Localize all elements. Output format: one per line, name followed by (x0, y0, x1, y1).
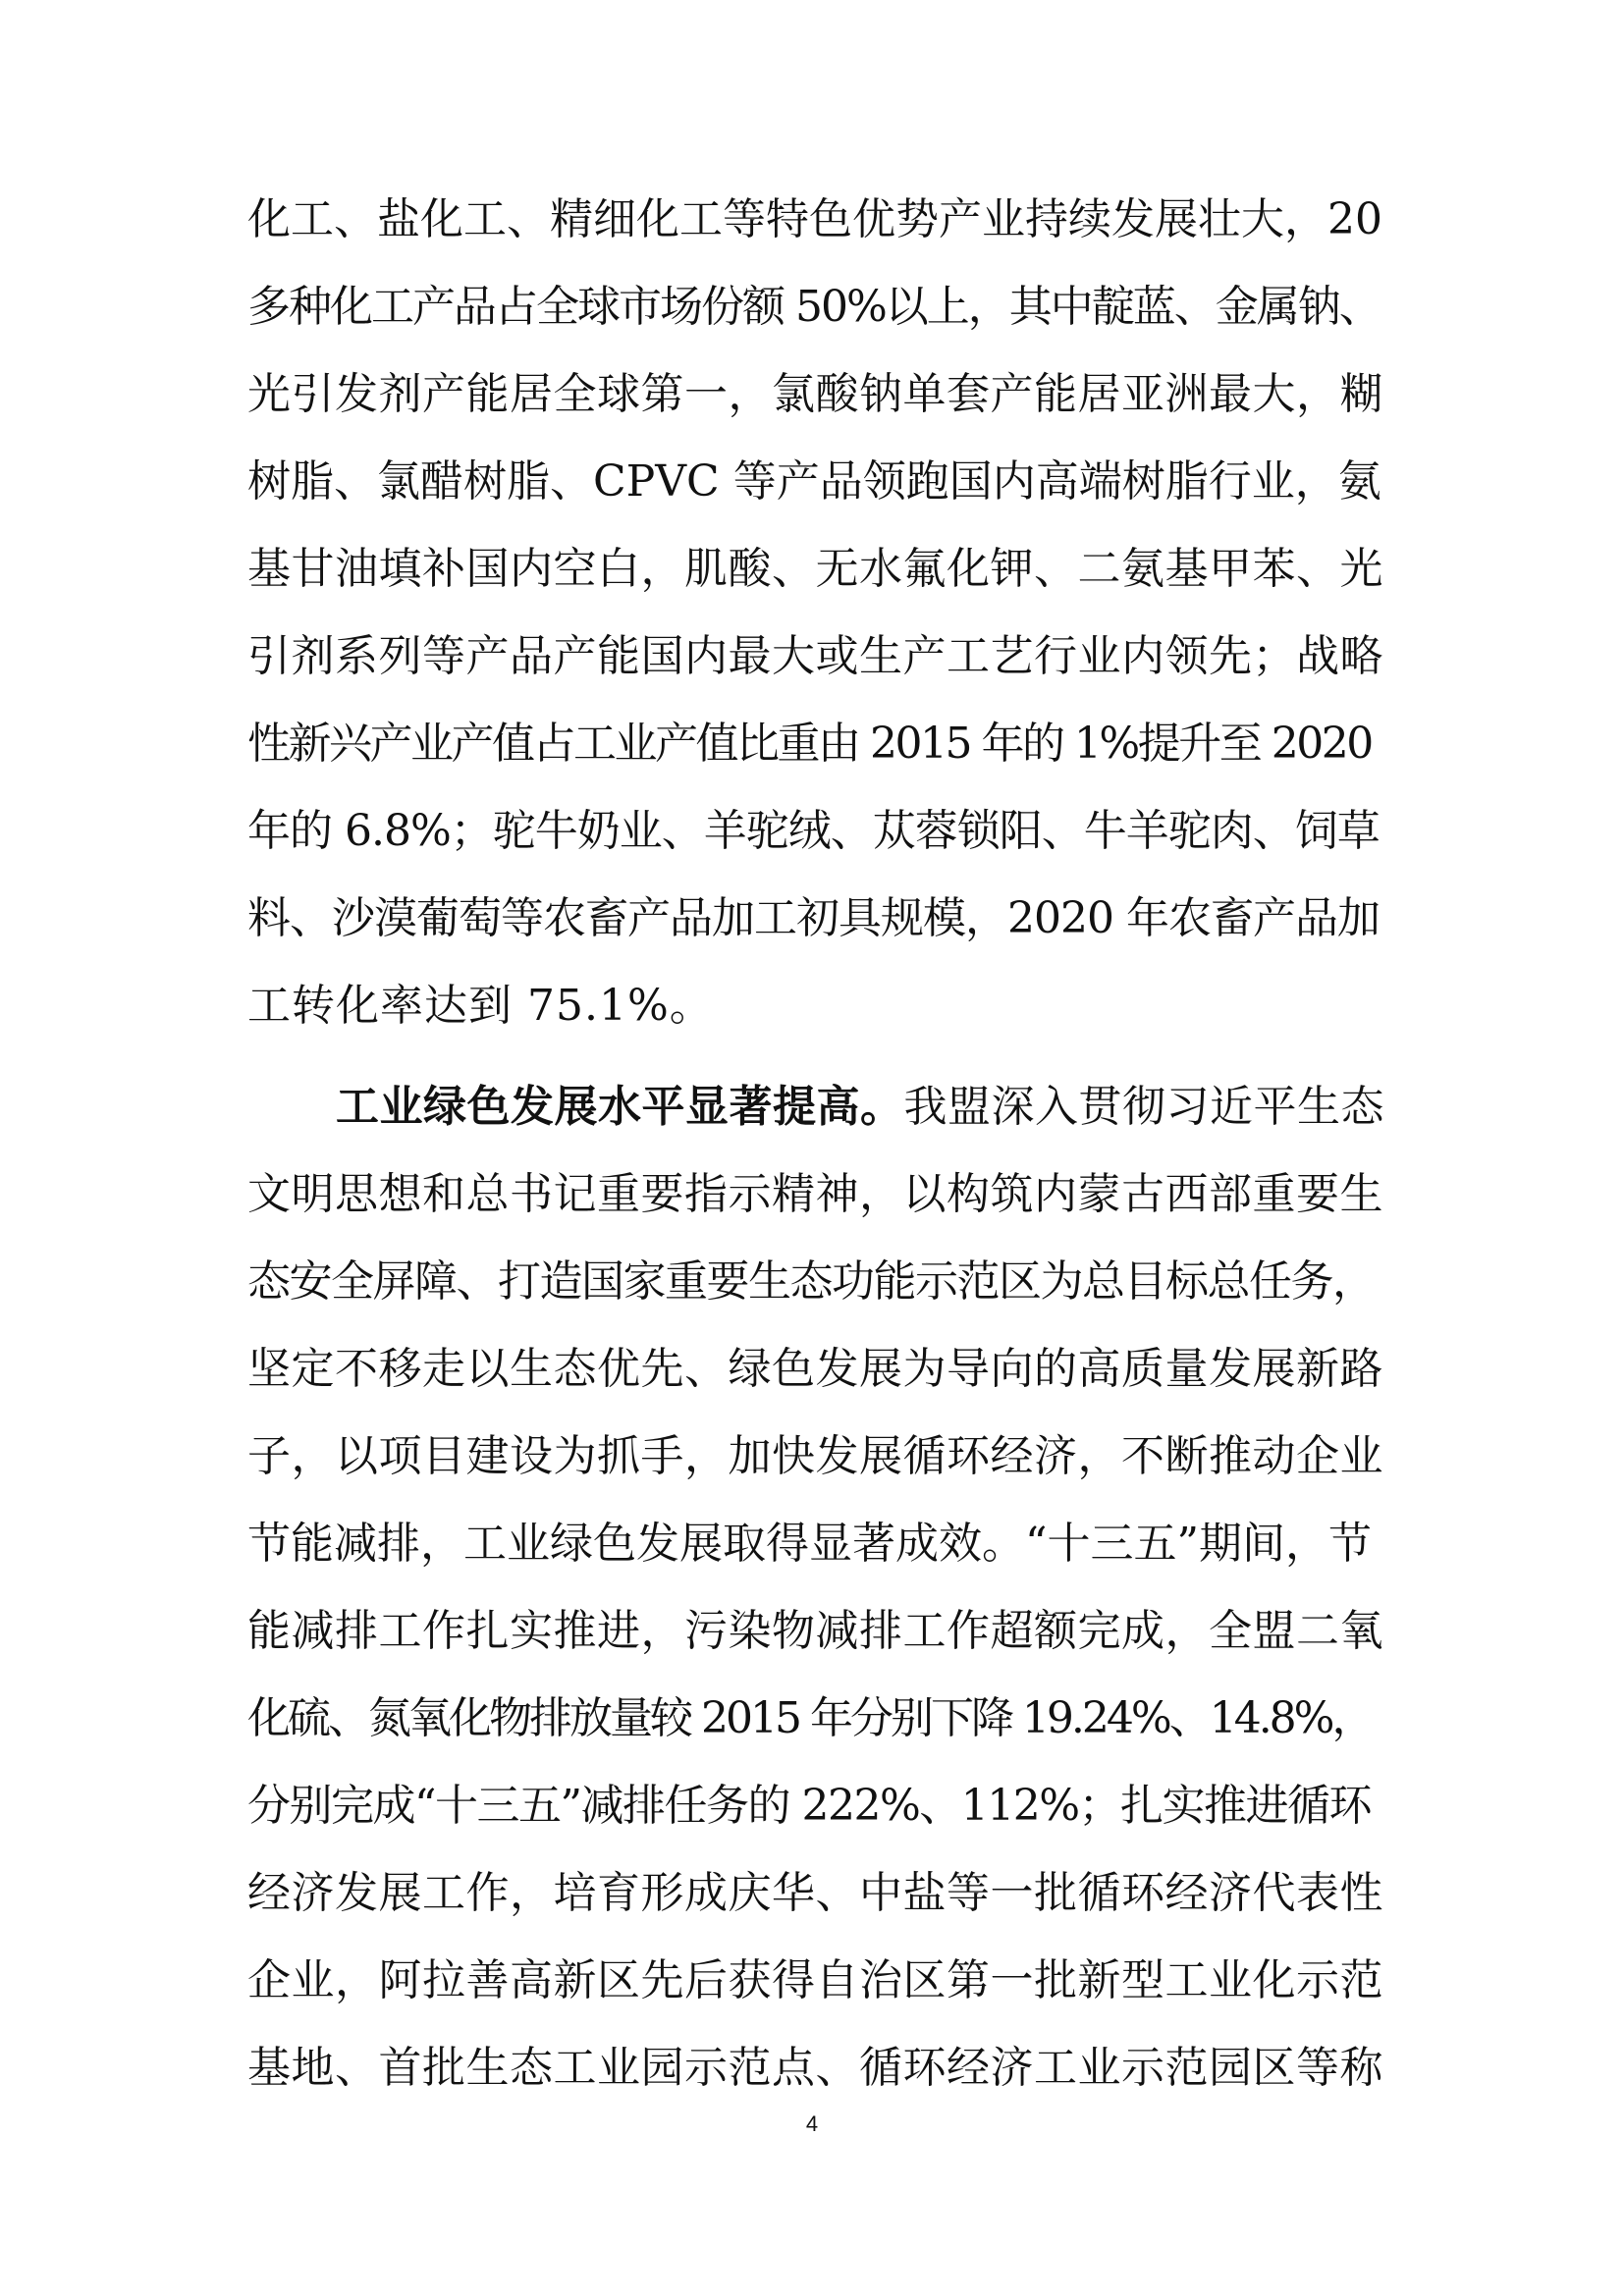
text-line: 树脂、氯醋树脂、CPVC 等产品领跑国内高端树脂行业，氨 (247, 456, 1381, 507)
text-line: 多种化工产品占全球市场份额 50%以上，其中靛蓝、金属钠、 (247, 282, 1380, 332)
text-line: 料、沙漠葡萄等农畜产品加工初具规模，2020 年农畜产品加 (247, 893, 1380, 943)
text-line: 子，以项目建设为抓手，加快发展循环经济，不断推动企业 (247, 1431, 1383, 1481)
text-line: 分别完成“十三五”减排任务的 222%、112%；扎实推进循环 (247, 1781, 1372, 1831)
text-line: 经济发展工作，培育形成庆华、中盐等一批循环经济代表性 (247, 1868, 1383, 1918)
paragraph-first-line (336, 1080, 1384, 1135)
text-line: 能减排工作扎实推进，污染物减排工作超额完成，全盟二氧 (247, 1606, 1383, 1656)
text-line: 文明思想和总书记重要指示精神，以构筑内蒙古西部重要生 (247, 1169, 1383, 1219)
text-line: 企业，阿拉善高新区先后获得自治区第一批新型工业化示范 (247, 1955, 1383, 2005)
text-line: 坚定不移走以生态优先、绿色发展为导向的高质量发展新路 (247, 1344, 1383, 1394)
text-line: 工转化率达到 75.1%。 (247, 981, 714, 1031)
section-heading: 工业绿色发展水平显著提高。 (336, 1082, 904, 1132)
text-line: 引剂系列等产品产能国内最大或生产工艺行业内领先；战略 (247, 631, 1383, 681)
text-line: 态安全屏障、打造国家重要生态功能示范区为总目标总任务， (247, 1256, 1375, 1307)
text-line: 年的 6.8%；驼牛奶业、羊驼绒、苁蓉锁阳、牛羊驼肉、饲草 (247, 806, 1380, 856)
text-line: 基地、首批生态工业园示范点、循环经济工业示范园区等称 (247, 2043, 1383, 2093)
text-line: 基甘油填补国内空白，肌酸、无水氟化钾、二氨基甲苯、光 (247, 544, 1383, 594)
text-line: 性新兴产业产值占工业产值比重由 2015 年的 1%提升至 2020 (247, 719, 1372, 769)
text-line: 化工、盐化工、精细化工等特色优势产业持续发展壮大，20 (247, 194, 1382, 244)
text-line: 化硫、氮氧化物排放量较 2015 年分别下降 19.24%、14.8%， (247, 1693, 1373, 1743)
text-run: 我盟深入贯彻习近平生态 (903, 1082, 1384, 1132)
text-line: 节能减排，工业绿色发展取得显著成效。“十三五”期间，节 (247, 1519, 1372, 1569)
text-line: 光引发剂产能居全球第一，氯酸钠单套产能居亚洲最大，糊 (247, 369, 1383, 419)
page-number: 4 (805, 2111, 819, 2136)
